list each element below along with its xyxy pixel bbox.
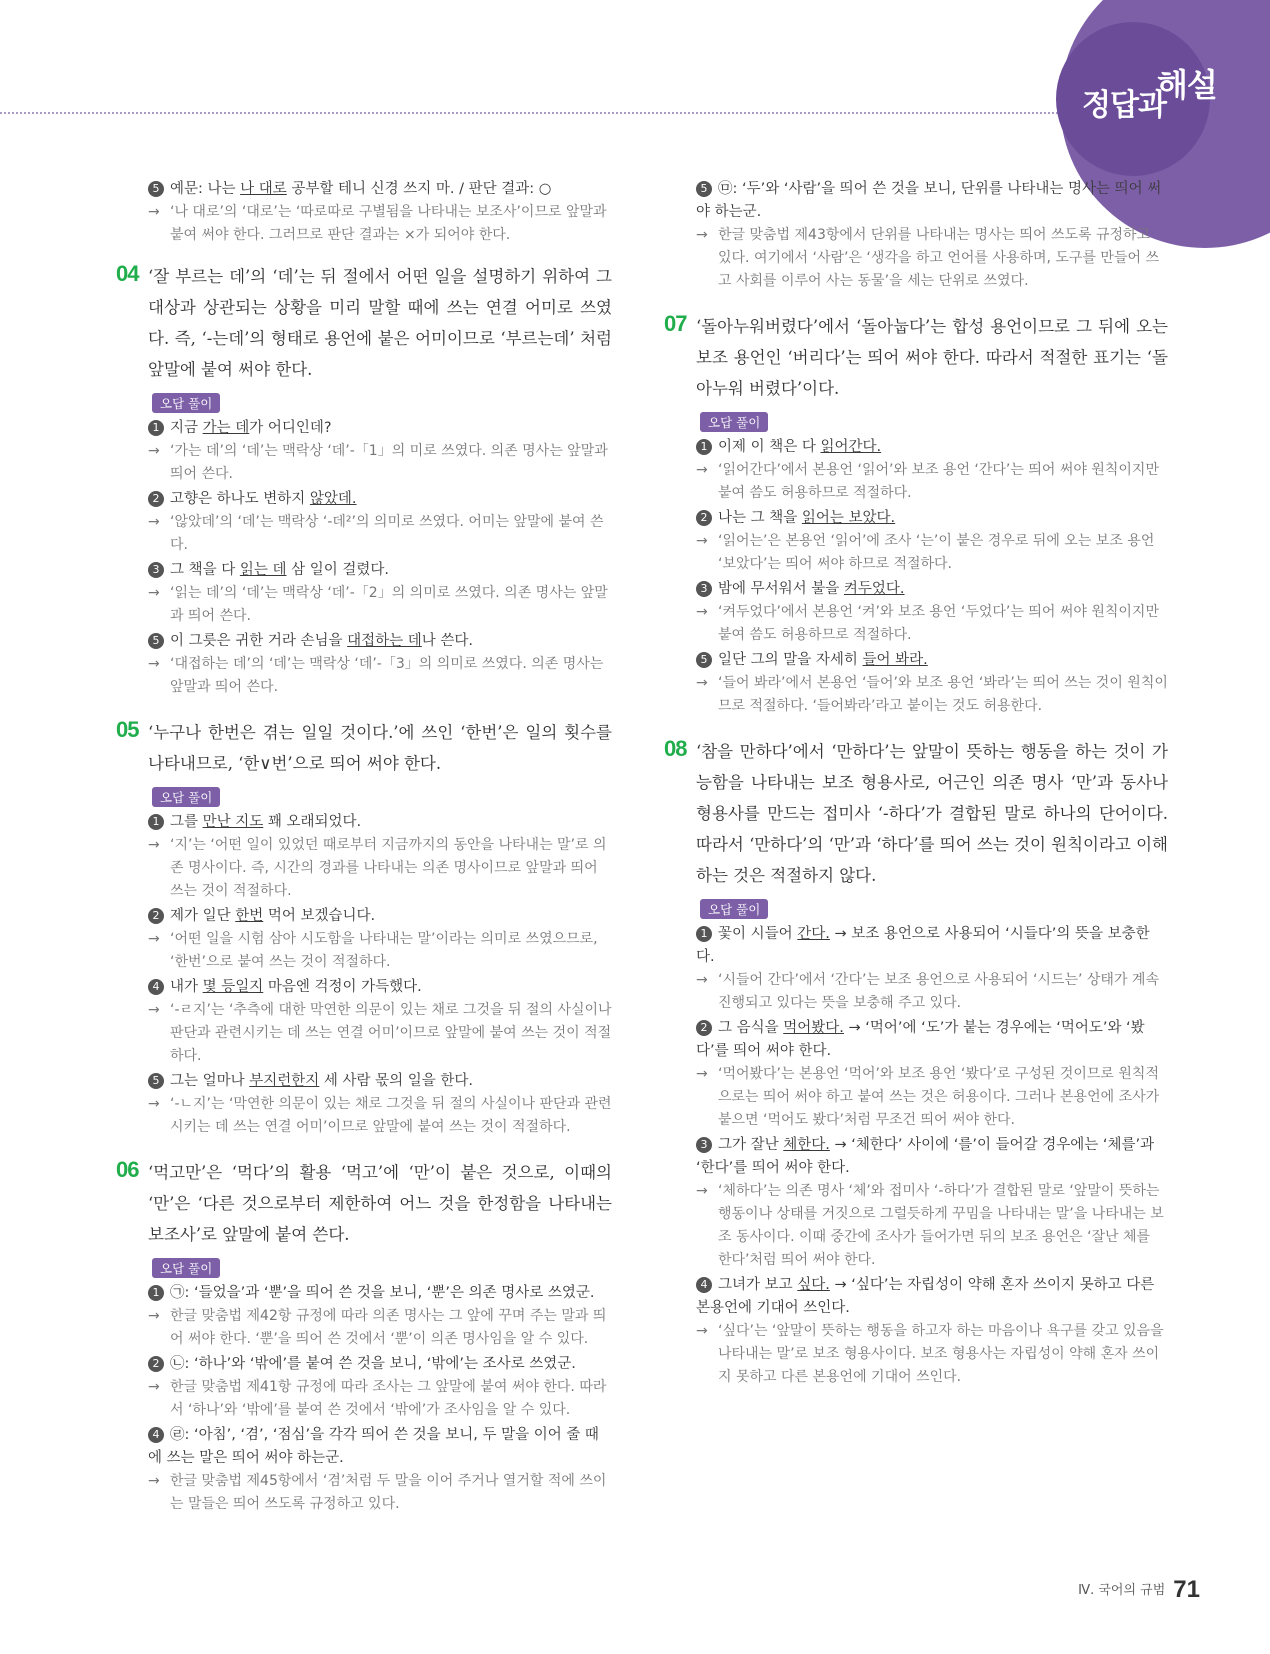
arrow-icon: → [696,533,708,549]
explanation-text: ‘켜두었다’에서 본용언 ‘켜’와 보조 용언 ‘두었다’는 띄어 써야 원칙이지만 붙여 씀도 허용하므로 적절하다. [718,604,1159,643]
sub-item [148,1353,612,1376]
explanation [696,459,1168,505]
item-number: 4 [148,979,164,995]
question-04 [116,261,612,385]
arrow-icon: → [148,1473,160,1489]
explanation-text: ‘-ㄴ지’는 ‘막연한 의문이 있는 채로 그것을 뒤 절의 사실이나 판단과 관련시키는 데 쓰는 연결 어미’이므로 앞말에 붙여 쓰는 것이 적절하다. [170,1096,612,1135]
arrow-icon: → [148,585,160,601]
sub-text-underlined: 몇 등일지 [202,979,264,995]
explanation [148,440,612,486]
explanation-text: ‘읽어는’은 본용언 ‘읽어’에 조사 ‘는’이 붙은 경우로 뒤에 오는 보조 용언 ‘보았다’는 띄어 써야 하므로 적절하다. [718,533,1155,572]
explanation-text: ‘싶다’는 ‘앞말이 뜻하는 행동을 하고자 하는 마음이나 욕구를 갖고 있음을 나타내는 말’로 보조 형용사이다. 보조 형용사는 자립성이 약해 혼자 쓰이지 못하고 다른 본용언에 기대어 쓰인다. [718,1323,1164,1385]
arrow-icon: → [696,1183,708,1199]
sub-item [148,811,612,834]
top-right-item [696,178,1168,293]
explanation [148,1376,612,1422]
question-text: ‘참을 만하다’에서 ‘만하다’는 앞말이 뜻하는 행동을 하는 것이 가능함을 나타내는 보조 형용사로, 어근인 의존 명사 ‘만’과 동사나 형용사를 만드는 접미사 ‘-하다’가 결합된 말로 하나의 단어이다. 따라서 ‘만하다’의 ‘만’과 ‘하다’를 띄어 쓰는 것이 원칙이라고 이해하는 것은 적절하지 않다. [696,742,1168,885]
arrow-icon: → [148,1096,160,1112]
sub-text-underlined: 만난 지도 [202,814,264,830]
sub-text-pre: 그 책을 다 [170,562,240,578]
arrow-icon: → [148,931,160,947]
arrow-icon: → [148,1308,160,1324]
sub-text-pre: 그는 얼마나 [170,1073,250,1089]
explanation-text: ‘들어 봐라’에서 본용언 ‘들어’와 보조 용언 ‘봐라’는 띄어 쓰는 것이 원칙이므로 적절하다. ‘들어봐라’라고 붙이는 것도 허용한다. [718,675,1168,714]
question-08 [664,736,1168,891]
sub-item [148,1424,612,1470]
sub-item [148,559,612,582]
sub-text-post: 삼 일이 걸렸다. [286,562,389,578]
explanation-text: ‘-ㄹ지’는 ‘추측에 대한 막연한 의문이 있는 채로 그것을 뒤 절의 사실이나 판단과 관련시키는 데 쓰는 연결 어미’이므로 앞말에 붙여 쓰는 것이 적절하다. [170,1002,612,1064]
arrow-icon: → [696,1066,708,1082]
sub-item [696,1017,1168,1063]
sub-text-post: 마음엔 걱정이 가득했다. [263,979,422,995]
sub-item [148,488,612,511]
sub-item: 5 예문: 나는 나 대로 공부할 테니 신경 쓰지 마. / 판단 결과: ○ [148,178,612,201]
arrow-icon: → [696,972,708,988]
item-number: 5 [696,652,712,668]
item-number: 1 [696,926,712,942]
arrow-icon: → [696,462,708,478]
explanation [696,530,1168,576]
explanation [696,1063,1168,1132]
sub-text-post: 먹어 보겠습니다. [263,908,376,924]
sub-text-underlined: 읽어간다. [820,439,882,455]
explanation [696,1320,1168,1389]
question-05 [116,717,612,779]
item-number: 1 [148,814,164,830]
sub-text-underlined: 가는 데 [202,420,250,436]
chapter-label: Ⅳ. 국어의 규범 [1078,1583,1166,1598]
explanation: → ‘나 대로’의 ‘대로’는 ‘따로따로 구별됨을 나타내는 보조사’이므로 앞말과 붙여 써야 한다. 그러므로 판단 결과는 ×가 되어야 한다. [148,201,612,247]
item-number: 1 [696,439,712,455]
header-dotted-line [0,112,1062,114]
header-title-part1: 정답과 [1082,88,1166,123]
sub-text-pre: 그를 [170,814,203,830]
item-number: 2 [696,1020,712,1036]
explanation-text: ‘대접하는 데’의 ‘데’는 맥락상 ‘데’-「3」의 의미로 쓰였다. 의존 명사는 앞말과 띄어 쓴다. [170,656,604,695]
item-number: 3 [696,581,712,597]
explanation [148,511,612,557]
sub-text-post: 세 사람 몫의 일을 한다. [319,1073,474,1089]
right-column [664,178,1168,1391]
question-07 [664,311,1168,404]
explanation [148,999,612,1068]
explanation [148,582,612,628]
question-number: 04 [116,261,139,286]
sub-text-pre: ㉠: ‘들었을’과 ‘뿐’을 띄어 쓴 것을 보니, ‘뿐’은 의존 명사로 쓰였군. [170,1285,595,1301]
sub-text-post: 나 쓴다. [421,633,474,649]
question-text: ‘먹고만’은 ‘먹다’의 활용 ‘먹고’에 ‘만’이 붙은 것으로, 이때의 ‘만’은 ‘다른 것으로부터 제한하여 어느 것을 한정함을 나타내는 보조사’로 앞말에 붙여 쓴다. [148,1163,612,1244]
arrow-icon: → [148,837,160,853]
sub-text-pre: 그녀가 보고 [718,1277,798,1293]
sub-text-pre: 그 음식을 [718,1020,784,1036]
sub-text-pre: 고향은 하나도 변하지 [170,491,310,507]
sub-item [696,1134,1168,1180]
header-title-part2: 해설 [1157,66,1217,104]
sub-item [696,436,1168,459]
explanation-text: 한글 맞춤법 제45항에서 ‘겸’처럼 두 말을 이어 주거나 열거할 적에 쓰이는 말들은 띄어 쓰도록 규정하고 있다. [170,1473,607,1512]
sub-text-post: 꽤 오래되었다. [263,814,362,830]
explanation-text: 한글 맞춤법 제41항 규정에 따라 조사는 그 앞말에 붙여 써야 한다. 따라서 ‘하나’와 ‘밖에’를 붙여 쓴 것에서 ‘밖에’가 조사임을 알 수 있다. [170,1379,607,1418]
explanation-text: ‘먹어봤다’는 본용언 ‘먹어’와 보조 용언 ‘봤다’로 구성된 것이므로 원칙적으로는 띄어 써야 하고 붙여 쓰는 것은 허용이다. 그러나 본용언에 조사가 붙으면 ‘먹어도 봤다’처럼 무조건 띄어 써야 한다. [718,1066,1160,1128]
sub-text-pre: ㉣: ‘아침’, ‘겸’, ‘점심’을 각각 띄어 쓴 것을 보니, 두 말을 이어 줄 때에 쓰는 말은 띄어 써야 하는군. [148,1427,599,1466]
arrow-icon: → [696,1323,708,1339]
explanation-text: ‘않았데’의 ‘데’는 맥락상 ‘-데²’의 의미로 쓰였다. 어미는 앞말에 붙여 쓴다. [170,514,604,553]
explanation [148,1470,612,1516]
page-footer [1078,1576,1200,1604]
sub-text-post: → ‘체한다’ 사이에 ‘를’이 들어갈 경우에는 ‘체를’과 ‘한다’를 띄어 써야 한다. [696,1137,1155,1176]
explanation [148,928,612,974]
item-number: 5 [696,181,712,197]
wrong-answer-badge: 오답 풀이 [700,412,768,432]
sub-text-post: → ‘먹어’에 ‘도’가 붙는 경우에는 ‘먹어도’와 ‘봤다’를 띄어 써야 한다. [696,1020,1145,1059]
item-number: 3 [148,562,164,578]
sub-text-pre: 제가 일단 [170,908,236,924]
solution-list [696,436,1168,718]
item-number: 4 [696,1277,712,1293]
sub-item [696,578,1168,601]
explanation-text: ‘가는 데’의 ‘데’는 맥락상 ‘데’-「1」의 미로 쓰였다. 의존 명사는 앞말과 띄어 쓴다. [170,443,608,482]
wrong-answer-badge: 오답 풀이 [152,1258,220,1278]
sub-text-post: → 보조 용언으로 사용되어 ‘시들다’의 뜻을 보충한다. [696,926,1150,965]
arrow-icon: → [148,1379,160,1395]
left-column [116,178,612,1518]
solution-list [148,417,612,699]
sub-text-pre: 이 그릇은 귀한 거라 손님을 [170,633,348,649]
sub-text-pre: 꽃이 시들어 [718,926,798,942]
item-number: 2 [148,1356,164,1372]
explanation [696,1180,1168,1272]
arrow-icon: → [696,227,708,243]
explanation-text: ‘체하다’는 의존 명사 ‘체’와 접미사 ‘-하다’가 결합된 말로 ‘앞말이 뜻하는 행동이나 상태를 거짓으로 그럴듯하게 꾸밈을 나타내는 말’을 나타내는 보조 동사이다. 이때 중간에 조사가 들어가면 뒤의 보조 용언은 ‘잘난 체를 한다’처럼 띄어 써야 한다. [718,1183,1164,1268]
sub-item [696,1274,1168,1320]
explanation [696,969,1168,1015]
explanation-text: ‘읽어간다’에서 본용언 ‘읽어’와 보조 용언 ‘간다’는 띄어 써야 원칙이지만 붙여 씀도 허용하므로 적절하다. [718,462,1159,501]
sub-text-underlined: 읽는 데 [239,562,287,578]
question-number: 07 [664,311,687,336]
wrong-answer-badge: 오답 풀이 [152,393,220,413]
sub-item [696,923,1168,969]
arrow-icon: → [148,656,160,672]
sub-text-underlined: 들어 봐라. [862,652,928,668]
explanation-text: ‘시들어 간다’에서 ‘간다’는 보조 용언으로 사용되어 ‘시드는’ 상태가 계속 진행되고 있다는 뜻을 보충해 주고 있다. [718,972,1159,1011]
solution-list [148,811,612,1139]
arrow-icon: → [148,443,160,459]
item-number: 2 [148,908,164,924]
top-left-item [148,178,612,247]
sub-item [696,649,1168,672]
wrong-answer-badge: 오답 풀이 [152,787,220,807]
question-06 [116,1157,612,1250]
explanation [148,653,612,699]
explanation-text: ‘지’는 ‘어떤 일이 있었던 때로부터 지금까지의 동안을 나타내는 말’로 의존 명사이다. 즉, 시간의 경과를 나타내는 의존 명사이므로 앞말과 띄어 쓰는 것이 적절하다. [170,837,607,899]
solution-list [148,1282,612,1516]
question-number: 06 [116,1157,139,1182]
sub-text-pre: 내가 [170,979,203,995]
solution-list [696,923,1168,1389]
item-number: 2 [148,491,164,507]
sub-text-pre: 밤에 무서워서 불을 [718,581,844,597]
wrong-answer-badge: 오답 풀이 [700,899,768,919]
sub-text-underlined: 대접하는 데 [347,633,422,649]
sub-item [148,630,612,653]
item-number: 4 [148,1427,164,1443]
sub-text-underlined: 한번 [235,908,264,924]
explanation [696,601,1168,647]
question-number: 05 [116,717,139,742]
question-text: ‘누구나 한번은 겪는 일일 것이다.’에 쓰인 ‘한번’은 일의 횟수를 나타내므로, ‘한∨번’으로 띄어 써야 한다. [148,723,612,773]
sub-text-underlined: 간다. [797,926,830,942]
item-number: 1 [148,1285,164,1301]
arrow-icon: → [148,1002,160,1018]
item-number: 5 [148,181,164,197]
explanation [148,834,612,903]
sub-text-underlined: 체한다. [783,1137,830,1153]
sub-item [148,976,612,999]
explanation [696,672,1168,718]
sub-text-pre: ㉡: ‘하나’와 ‘밖에’를 붙여 쓴 것을 보니, ‘밖에’는 조사로 쓰였군. [170,1356,576,1372]
item-number: 1 [148,420,164,436]
sub-item [148,1282,612,1305]
sub-text-underlined: 먹어봤다. [783,1020,844,1036]
sub-text-pre: 그가 잘난 [718,1137,784,1153]
sub-text-pre: 이제 이 책은 다 [718,439,821,455]
arrow-icon: → [696,675,708,691]
sub-text-post: → ‘싶다’는 자립성이 약해 혼자 쓰이지 못하고 다른 본용언에 기대어 쓰인다. [696,1277,1155,1316]
sub-text-underlined: 켜두었다. [843,581,905,597]
sub-text-pre: 일단 그의 말을 자세히 [718,652,863,668]
item-number: 5 [148,1073,164,1089]
sub-text-post: 가 어디인데? [249,420,332,436]
sub-item [696,507,1168,530]
sub-text-underlined: 싶다. [797,1277,830,1293]
arrow-icon: → [696,604,708,620]
question-text: ‘돌아누워버렸다’에서 ‘돌아눕다’는 합성 용언이므로 그 뒤에 오는 보조 용언인 ‘버리다’는 띄어 써야 한다. 따라서 적절한 표기는 ‘돌아누워 버렸다’이다. [696,317,1168,398]
question-text: ‘잘 부르는 데’의 ‘데’는 뒤 절에서 어떤 일을 설명하기 위하여 그 대상과 상관되는 상황을 미리 말할 때에 쓰는 연결 어미로 쓰였다. 즉, ‘-는데’의 형태로 용언에 붙은 어미이므로 ‘부르는데’ 처럼 앞말에 붙여 써야 한다. [148,267,612,379]
question-number: 08 [664,736,687,761]
arrow-icon: → [148,204,160,220]
sub-item [148,1070,612,1093]
item-number: 3 [696,1137,712,1153]
sub-text-pre: 나는 그 책을 [718,510,802,526]
item-number: 5 [148,633,164,649]
explanation [148,1093,612,1139]
sub-text-underlined: 부지런한지 [249,1073,320,1089]
sub-item [148,417,612,440]
explanation-text: ‘어떤 일을 시험 삼아 시도함을 나타내는 말’이라는 의미로 쓰였으므로, ‘한번’으로 붙여 쓰는 것이 적절하다. [170,931,598,970]
sub-item: 5 ㉤: ‘두’와 ‘사람’을 띄어 쓴 것을 보니, 단위를 나타내는 명사는 띄어 써야 하는군. [696,181,1162,220]
sub-item [148,905,612,928]
item-number: 2 [696,510,712,526]
explanation-text: ‘읽는 데’의 ‘데’는 맥락상 ‘데’-「2」의 의미로 쓰였다. 의존 명사는 앞말과 띄어 쓴다. [170,585,608,624]
page-number: 71 [1173,1576,1200,1603]
explanation [148,1305,612,1351]
sub-text-underlined: 읽어는 보았다. [801,510,896,526]
arrow-icon: → [148,514,160,530]
explanation: → 한글 맞춤법 제43항에서 단위를 나타내는 명사는 띄어 쓰도록 규정하고 있다. 여기에서 ‘사람’은 ‘생각을 하고 언어를 사용하며, 도구를 만들어 쓰고 사회를 이루어 사는 동물’을 세는 단위로 쓰였다. [696,224,1168,293]
sub-text-pre: 지금 [170,420,203,436]
sub-text-underlined: 않았데. [309,491,357,507]
explanation-text: 한글 맞춤법 제42항 규정에 따라 의존 명사는 그 앞에 꾸며 주는 말과 띄어 써야 한다. ‘뿐’을 띄어 쓴 것에서 ‘뿐’이 의존 명사임을 알 수 있다. [170,1308,607,1347]
